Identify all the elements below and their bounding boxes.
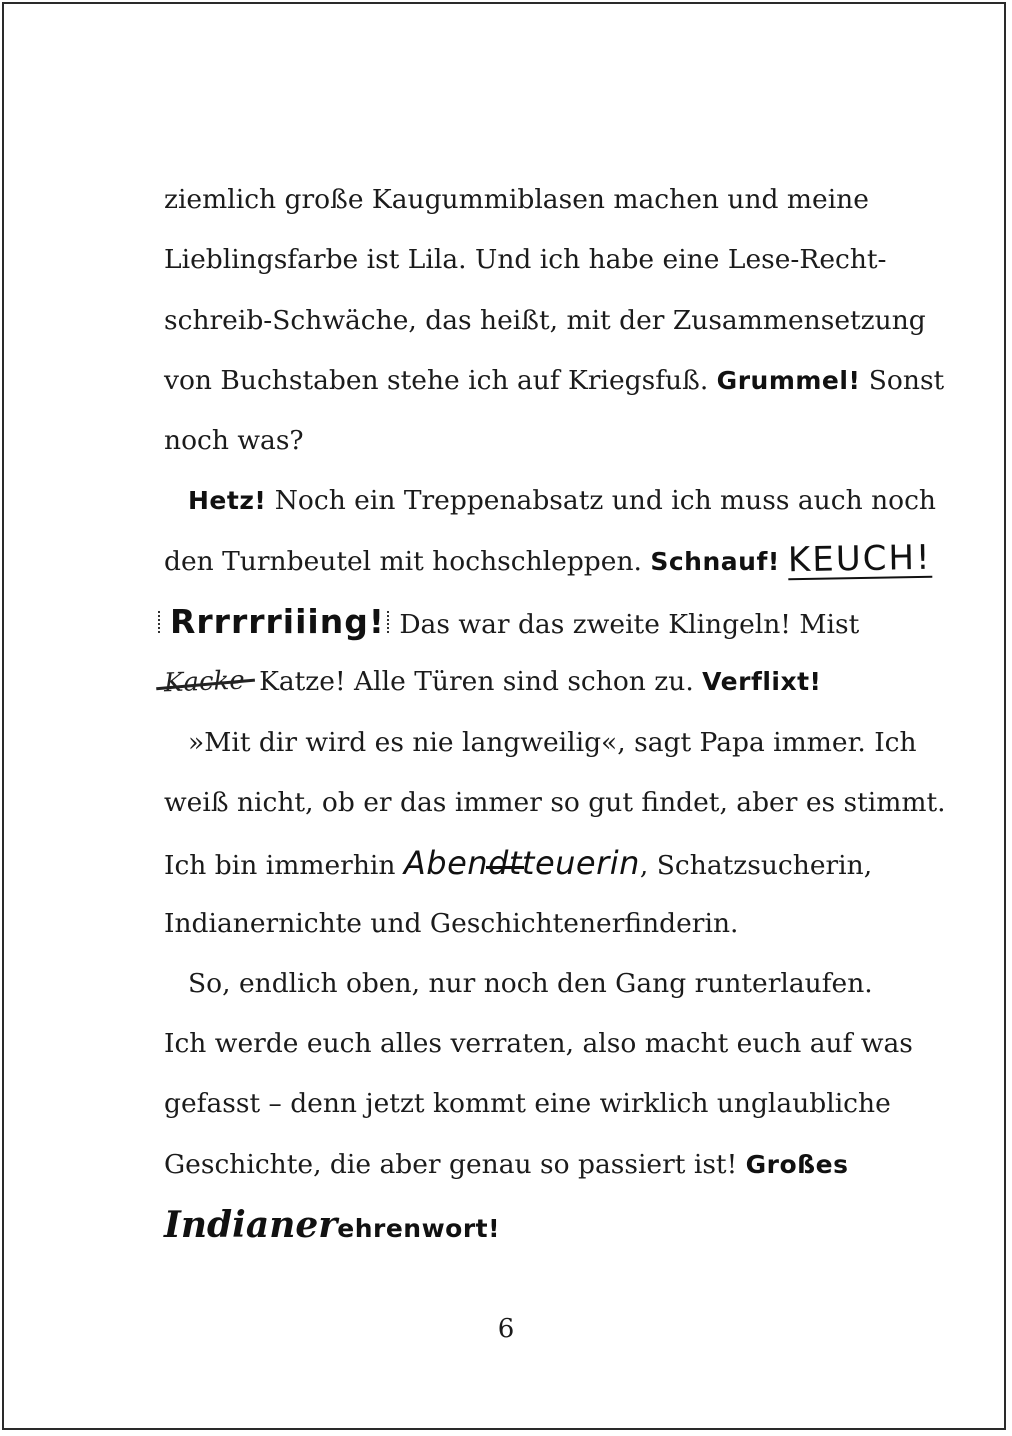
- line-text: gefasst – denn jetzt kommt eine wirklich unglaubliche: [164, 1088, 891, 1120]
- line-text: Ich bin immerhin: [164, 850, 404, 882]
- line-text: Lieblingsfarbe ist Lila. Und ich habe eine Lese-Recht-: [164, 244, 887, 276]
- struck-letters: dt: [488, 833, 522, 893]
- text-line: [164, 532, 933, 592]
- page-number: 6: [497, 1314, 515, 1344]
- handwritten-word-verflixt: Verflixt!: [702, 667, 822, 697]
- line-text: Katze! Alle Türen sind schon zu.: [250, 666, 703, 698]
- text-line: [164, 652, 904, 712]
- line-text: ziemlich große Kaugummiblasen machen und meine: [164, 184, 869, 215]
- line-text: Sonst: [860, 364, 945, 396]
- script-part: Aben: [403, 844, 489, 883]
- line-text: schreib-Schwäche, das heißt, mit der Zusammensetzung: [164, 304, 926, 336]
- handwritten-word-grosses: Großes: [745, 1149, 849, 1179]
- handwritten-word-ringing: Rrrrrriiing!: [164, 592, 391, 652]
- text-line: [164, 230, 904, 290]
- line-text: , Schatzsucherin,: [639, 850, 873, 882]
- crossed-out-word: Kacke: [163, 651, 246, 714]
- text-line: [164, 1135, 904, 1195]
- handwritten-word-schnauf: Schnauf!: [650, 546, 780, 576]
- handwritten-word-abenteuerin: [404, 844, 640, 882]
- line-text: den Turnbeutel mit hochschleppen.: [164, 545, 651, 577]
- text-line: [164, 411, 904, 471]
- line-text: von Buchstaben stehe ich auf Kriegsfuß.: [164, 364, 717, 396]
- text-line: [164, 833, 904, 893]
- handwritten-word-indianer: Indianer: [164, 1204, 338, 1247]
- text-line: [164, 713, 917, 773]
- text-line: [164, 773, 946, 833]
- line-text: weiß nicht, ob er das immer so gut findet, aber es stimmt.: [164, 786, 946, 818]
- text-line: [164, 170, 904, 230]
- line-text: noch was?: [164, 425, 304, 457]
- text-line: [164, 1074, 904, 1134]
- line-text: Geschichte, die aber genau so passiert ist!: [164, 1148, 746, 1180]
- text-line: [164, 351, 945, 411]
- handwritten-word-hetz: Hetz!: [188, 486, 267, 516]
- line-text: Noch ein Treppenabsatz und ich muss auch noch: [266, 485, 937, 517]
- text-line: [164, 1014, 913, 1074]
- text-line: [164, 954, 904, 1014]
- handwritten-word-ehrenwort: ehrenwort!: [337, 1214, 501, 1244]
- handwritten-word-keuch: KEUCH!: [787, 537, 933, 581]
- text-line: [164, 894, 904, 954]
- handwritten-word-grummel: Grummel!: [716, 365, 861, 395]
- line-text: Ich werde euch alles verraten, also macht euch auf was: [164, 1028, 913, 1060]
- line-text: Indianernichte und Geschichtenerfinderin.: [164, 907, 739, 939]
- text-line: [164, 592, 904, 652]
- text-line: [164, 291, 926, 351]
- script-part: teuerin: [521, 844, 640, 883]
- book-text: [163, 170, 946, 1255]
- line-text: So, endlich oben, nur noch den Gang runterlaufen.: [188, 967, 873, 999]
- text-line: [164, 471, 937, 531]
- line-text: »Mit dir wird es nie langweilig«, sagt Papa immer. Ich: [188, 726, 917, 758]
- line-text: Das war das zweite Klingeln! Mist: [390, 609, 860, 641]
- text-line: [164, 1195, 904, 1255]
